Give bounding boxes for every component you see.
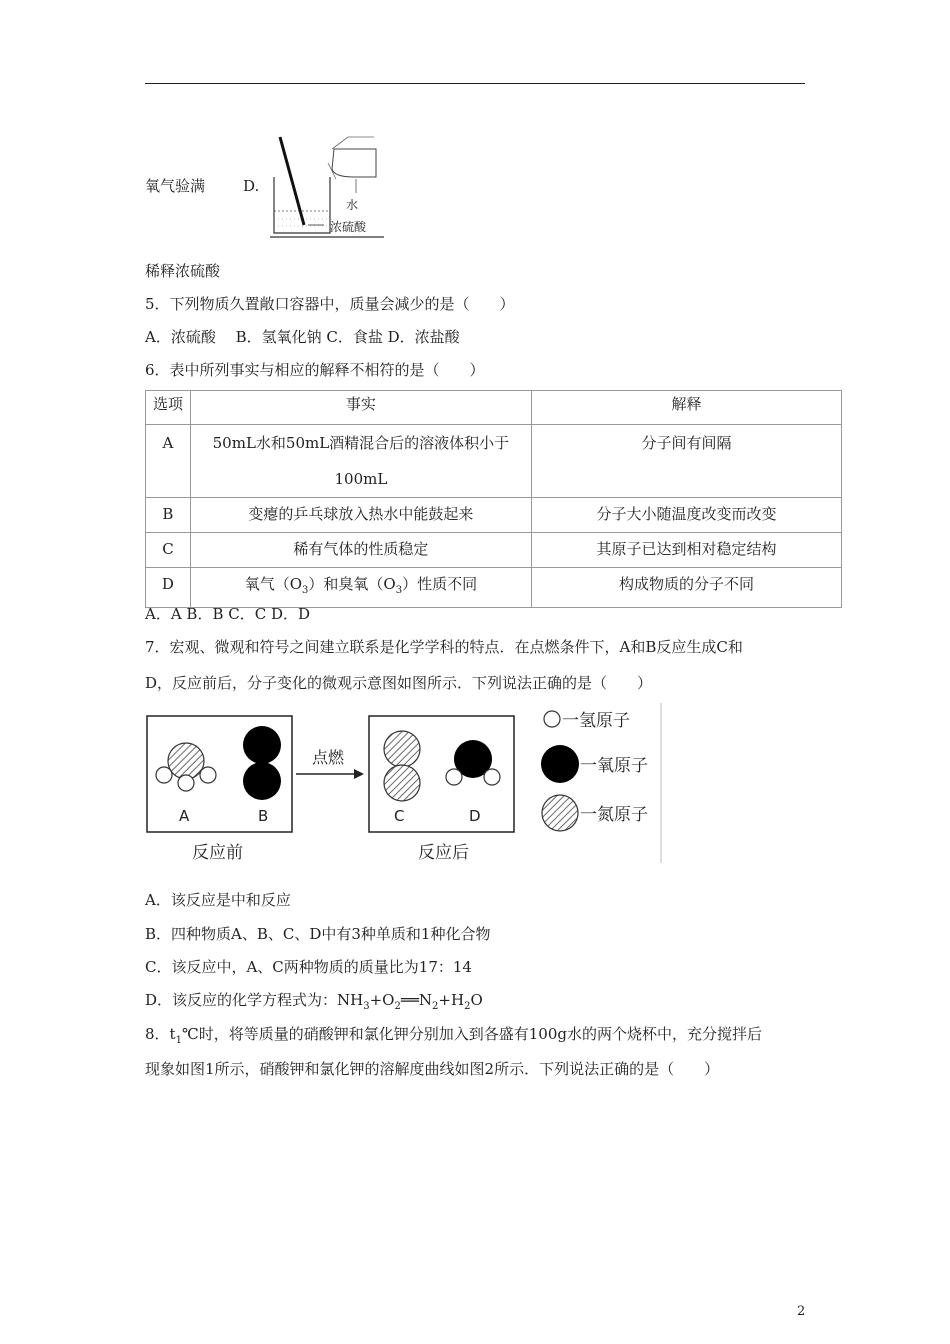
row-fact: 稀有气体的性质稳定 bbox=[190, 533, 531, 568]
equation-subscript: 2 bbox=[394, 1001, 401, 1012]
legend-hydrogen bbox=[544, 711, 560, 727]
table-row bbox=[146, 498, 842, 533]
nitrogen-atom bbox=[384, 731, 420, 767]
equation-subscript: 2 bbox=[464, 1001, 471, 1012]
q6-options: A．A B．B C．C D．D bbox=[145, 605, 311, 623]
caption-after: 反应后 bbox=[418, 843, 469, 863]
row-option: B bbox=[146, 498, 191, 533]
table-row bbox=[146, 425, 842, 498]
oxygen-atom bbox=[243, 762, 281, 800]
caption-before: 反应前 bbox=[192, 843, 243, 863]
option-d-label: D. bbox=[243, 177, 260, 195]
option-c-text: 氧气验满 bbox=[145, 177, 206, 195]
row-fact-line2: 100mL bbox=[334, 470, 388, 488]
option-d-text: 稀释浓硫酸 bbox=[145, 262, 221, 280]
row-option: C bbox=[146, 533, 191, 568]
equation-text: +H bbox=[438, 991, 465, 1009]
row-option: D bbox=[146, 568, 191, 608]
hydrogen-atom bbox=[156, 767, 172, 783]
row-explain: 构成物质的分子不同 bbox=[531, 568, 841, 608]
row-fact bbox=[190, 425, 531, 498]
header-fact: 事实 bbox=[190, 391, 531, 425]
arrow-head bbox=[354, 769, 364, 779]
fact-subscript: 3 bbox=[395, 585, 403, 596]
q8-stem-line1 bbox=[145, 1024, 762, 1051]
header-option: 选项 bbox=[146, 391, 191, 425]
hydrogen-atom bbox=[178, 775, 194, 791]
row-explain: 分子间有间隔 bbox=[531, 425, 841, 498]
fact-subscript: 3 bbox=[302, 585, 309, 596]
header-rule bbox=[145, 83, 805, 84]
hydrogen-atom bbox=[446, 769, 462, 785]
legend-hydrogen-label: 一氢原子 bbox=[562, 711, 630, 731]
oxygen-atom bbox=[243, 726, 281, 764]
label-c: C bbox=[394, 807, 405, 825]
q8-subscript: 1 bbox=[175, 1035, 182, 1046]
legend-nitrogen-label: 一氮原子 bbox=[580, 805, 648, 825]
equation-text: ══N bbox=[400, 991, 433, 1009]
equation-subscript: 2 bbox=[432, 1001, 439, 1012]
table-row bbox=[146, 568, 842, 608]
reaction-diagram bbox=[140, 703, 670, 865]
q7-option-c: C．该反应中，A、C两种物质的质量比为17：14 bbox=[145, 958, 472, 976]
nitrogen-atom bbox=[168, 743, 204, 779]
q7-stem-line2: D，反应前后，分子变化的微观示意图如图所示．下列说法正确的是（ ） bbox=[145, 674, 653, 692]
q7-option-b: B．四种物质A、B、C、D中有3种单质和1种化合物 bbox=[145, 925, 491, 943]
dilution-figure bbox=[268, 133, 388, 241]
q8-text: 8．t bbox=[145, 1025, 176, 1043]
hydrogen-atom bbox=[484, 769, 500, 785]
facts-table bbox=[145, 390, 842, 608]
q7-stem-line1: 7．宏观、微观和符号之间建立联系是化学学科的特点．在点燃条件下，A和B反应生成C和 bbox=[145, 638, 743, 656]
arrow-label: 点燃 bbox=[312, 748, 345, 767]
row-fact bbox=[190, 568, 531, 608]
q7-option-d bbox=[145, 990, 483, 1017]
row-explain: 其原子已达到相对稳定结构 bbox=[531, 533, 841, 568]
row-fact-line1: 50mL水和50mL酒精混合后的溶液体积小于 bbox=[212, 434, 510, 452]
fig-label-acid: 浓硫酸 bbox=[330, 220, 367, 234]
fact-text: 氧气（O bbox=[244, 575, 303, 593]
hydrogen-atom bbox=[200, 767, 216, 783]
nitrogen-atom bbox=[384, 765, 420, 801]
label-a: A bbox=[179, 807, 190, 825]
label-d: D bbox=[469, 807, 481, 825]
fig-label-water: 水 bbox=[346, 198, 359, 212]
fact-text: ）和臭氧（O bbox=[308, 575, 396, 593]
table-header-row bbox=[146, 391, 842, 425]
table-row bbox=[146, 533, 842, 568]
q8-stem-line2: 现象如图1所示，硝酸钾和氯化钾的溶解度曲线如图2所示．下列说法正确的是（ ） bbox=[145, 1060, 720, 1078]
q5-options: A．浓硫酸 B．氢氧化钠 C．食盐 D．浓盐酸 bbox=[145, 328, 460, 346]
legend-nitrogen bbox=[542, 795, 578, 831]
equation-text: +O bbox=[369, 991, 395, 1009]
page-number: 2 bbox=[797, 1304, 806, 1319]
q8-text: ℃时，将等质量的硝酸钾和氯化钾分别加入到各盛有100g水的两个烧杯中，充分搅拌后 bbox=[181, 1025, 762, 1043]
label-b: B bbox=[258, 807, 269, 825]
q5-stem: 5．下列物质久置敞口容器中，质量会减少的是（ ） bbox=[145, 295, 515, 313]
q6-stem: 6．表中所列事实与相应的解释不相符的是（ ） bbox=[145, 361, 485, 379]
q7-option-a: A．该反应是中和反应 bbox=[145, 891, 291, 909]
legend-oxygen bbox=[541, 745, 579, 783]
equation-text: O bbox=[470, 991, 483, 1009]
row-option: A bbox=[146, 425, 191, 498]
equation-subscript: 3 bbox=[363, 1001, 370, 1012]
fact-text: ）性质不同 bbox=[402, 575, 478, 593]
header-explain: 解释 bbox=[531, 391, 841, 425]
row-explain: 分子大小随温度改变而改变 bbox=[531, 498, 841, 533]
legend-oxygen-label: 一氧原子 bbox=[580, 756, 648, 776]
equation-text: D．该反应的化学方程式为：NH bbox=[145, 991, 364, 1009]
row-fact: 变瘪的乒乓球放入热水中能鼓起来 bbox=[190, 498, 531, 533]
